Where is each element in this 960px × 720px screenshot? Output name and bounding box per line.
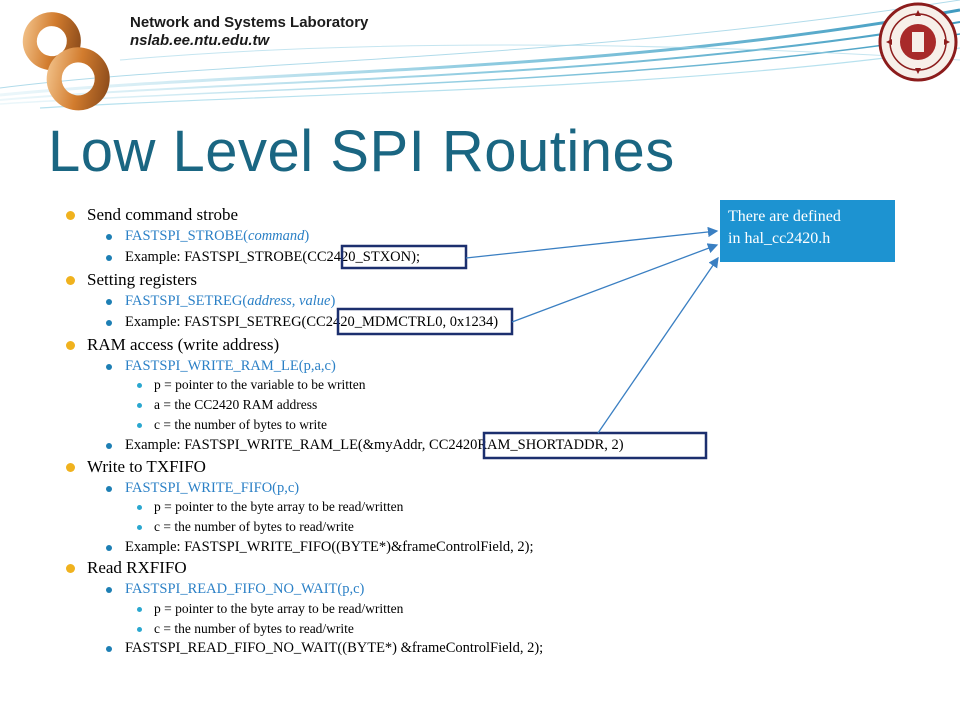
bullet-marker	[66, 463, 75, 472]
bullet-marker	[137, 607, 142, 612]
section-heading: Write to TXFIFO	[87, 457, 206, 476]
api-signature: FASTSPI_READ_FIFO_NO_WAIT(p,c)	[125, 581, 365, 597]
bullet-marker	[66, 341, 75, 350]
lab-url: nslab.ee.ntu.edu.tw	[130, 32, 270, 49]
slide-title: Low Level SPI Routines	[48, 119, 675, 184]
section-heading: RAM access (write address)	[87, 335, 280, 354]
bullet-marker	[106, 255, 112, 261]
api-name: FASTSPI_SETREG(	[125, 293, 248, 309]
section-heading: Setting registers	[87, 270, 198, 289]
callout-box	[720, 200, 895, 262]
api-signature: FASTSPI_WRITE_RAM_LE(p,a,c)	[125, 358, 336, 374]
section-heading: Read RXFIFO	[87, 558, 187, 577]
bullet-marker	[106, 486, 112, 492]
bullet-marker	[66, 276, 75, 285]
api-suffix: )	[330, 293, 336, 309]
bullet-marker	[66, 211, 75, 220]
api-signature: FASTSPI_WRITE_FIFO(p,c)	[125, 480, 300, 496]
bullet-marker	[106, 545, 112, 551]
api-name: FASTSPI_STROBE(	[125, 228, 249, 244]
example-line: FASTSPI_READ_FIFO_NO_WAIT((BYTE*) &frameControlField, 2);	[125, 640, 544, 656]
api-suffix: )	[304, 228, 310, 244]
param-description: c = the number of bytes to write	[154, 417, 327, 432]
param-description: p = pointer to the byte array to be read/written	[154, 601, 404, 616]
param-description: p = pointer to the variable to be written	[154, 377, 366, 392]
api-arg: address, value	[247, 293, 331, 309]
bullet-marker	[106, 364, 112, 370]
example-line: Example: FASTSPI_WRITE_FIFO((BYTE*)&frameControlField, 2);	[125, 539, 534, 555]
example-line: Example: FASTSPI_STROBE(CC2420_STXON);	[125, 249, 420, 265]
param-description: c = the number of bytes to read/write	[154, 519, 354, 534]
bullet-marker	[137, 525, 142, 530]
api-signature	[125, 228, 309, 245]
param-description: a = the CC2420 RAM address	[154, 397, 318, 412]
callout-line-2: in hal_cc2420.h	[728, 230, 831, 247]
example-line: Example: FASTSPI_WRITE_RAM_LE(&myAddr, CC2420RAM_SHORTADDR, 2)	[125, 437, 624, 453]
bullet-marker	[137, 505, 142, 510]
bullet-marker	[106, 320, 112, 326]
bullet-marker	[137, 403, 142, 408]
bullet-marker	[106, 443, 112, 449]
param-description: c = the number of bytes to read/write	[154, 621, 354, 636]
bullet-marker	[137, 627, 142, 632]
bullet-marker	[106, 646, 112, 652]
api-signature	[125, 293, 335, 310]
bullet-marker	[137, 423, 142, 428]
param-description: p = pointer to the byte array to be read/written	[154, 499, 404, 514]
section-heading: Send command strobe	[87, 205, 239, 224]
bullet-marker	[66, 564, 75, 573]
bullet-marker	[137, 383, 142, 388]
api-arg: command	[248, 228, 305, 244]
lab-name: Network and Systems Laboratory	[130, 14, 369, 31]
bullet-marker	[106, 234, 112, 240]
bullet-marker	[106, 299, 112, 305]
bullet-marker	[106, 587, 112, 593]
callout-line-1: There are defined	[728, 208, 841, 225]
example-line: Example: FASTSPI_SETREG(CC2420_MDMCTRL0, 0x1234)	[125, 314, 499, 330]
